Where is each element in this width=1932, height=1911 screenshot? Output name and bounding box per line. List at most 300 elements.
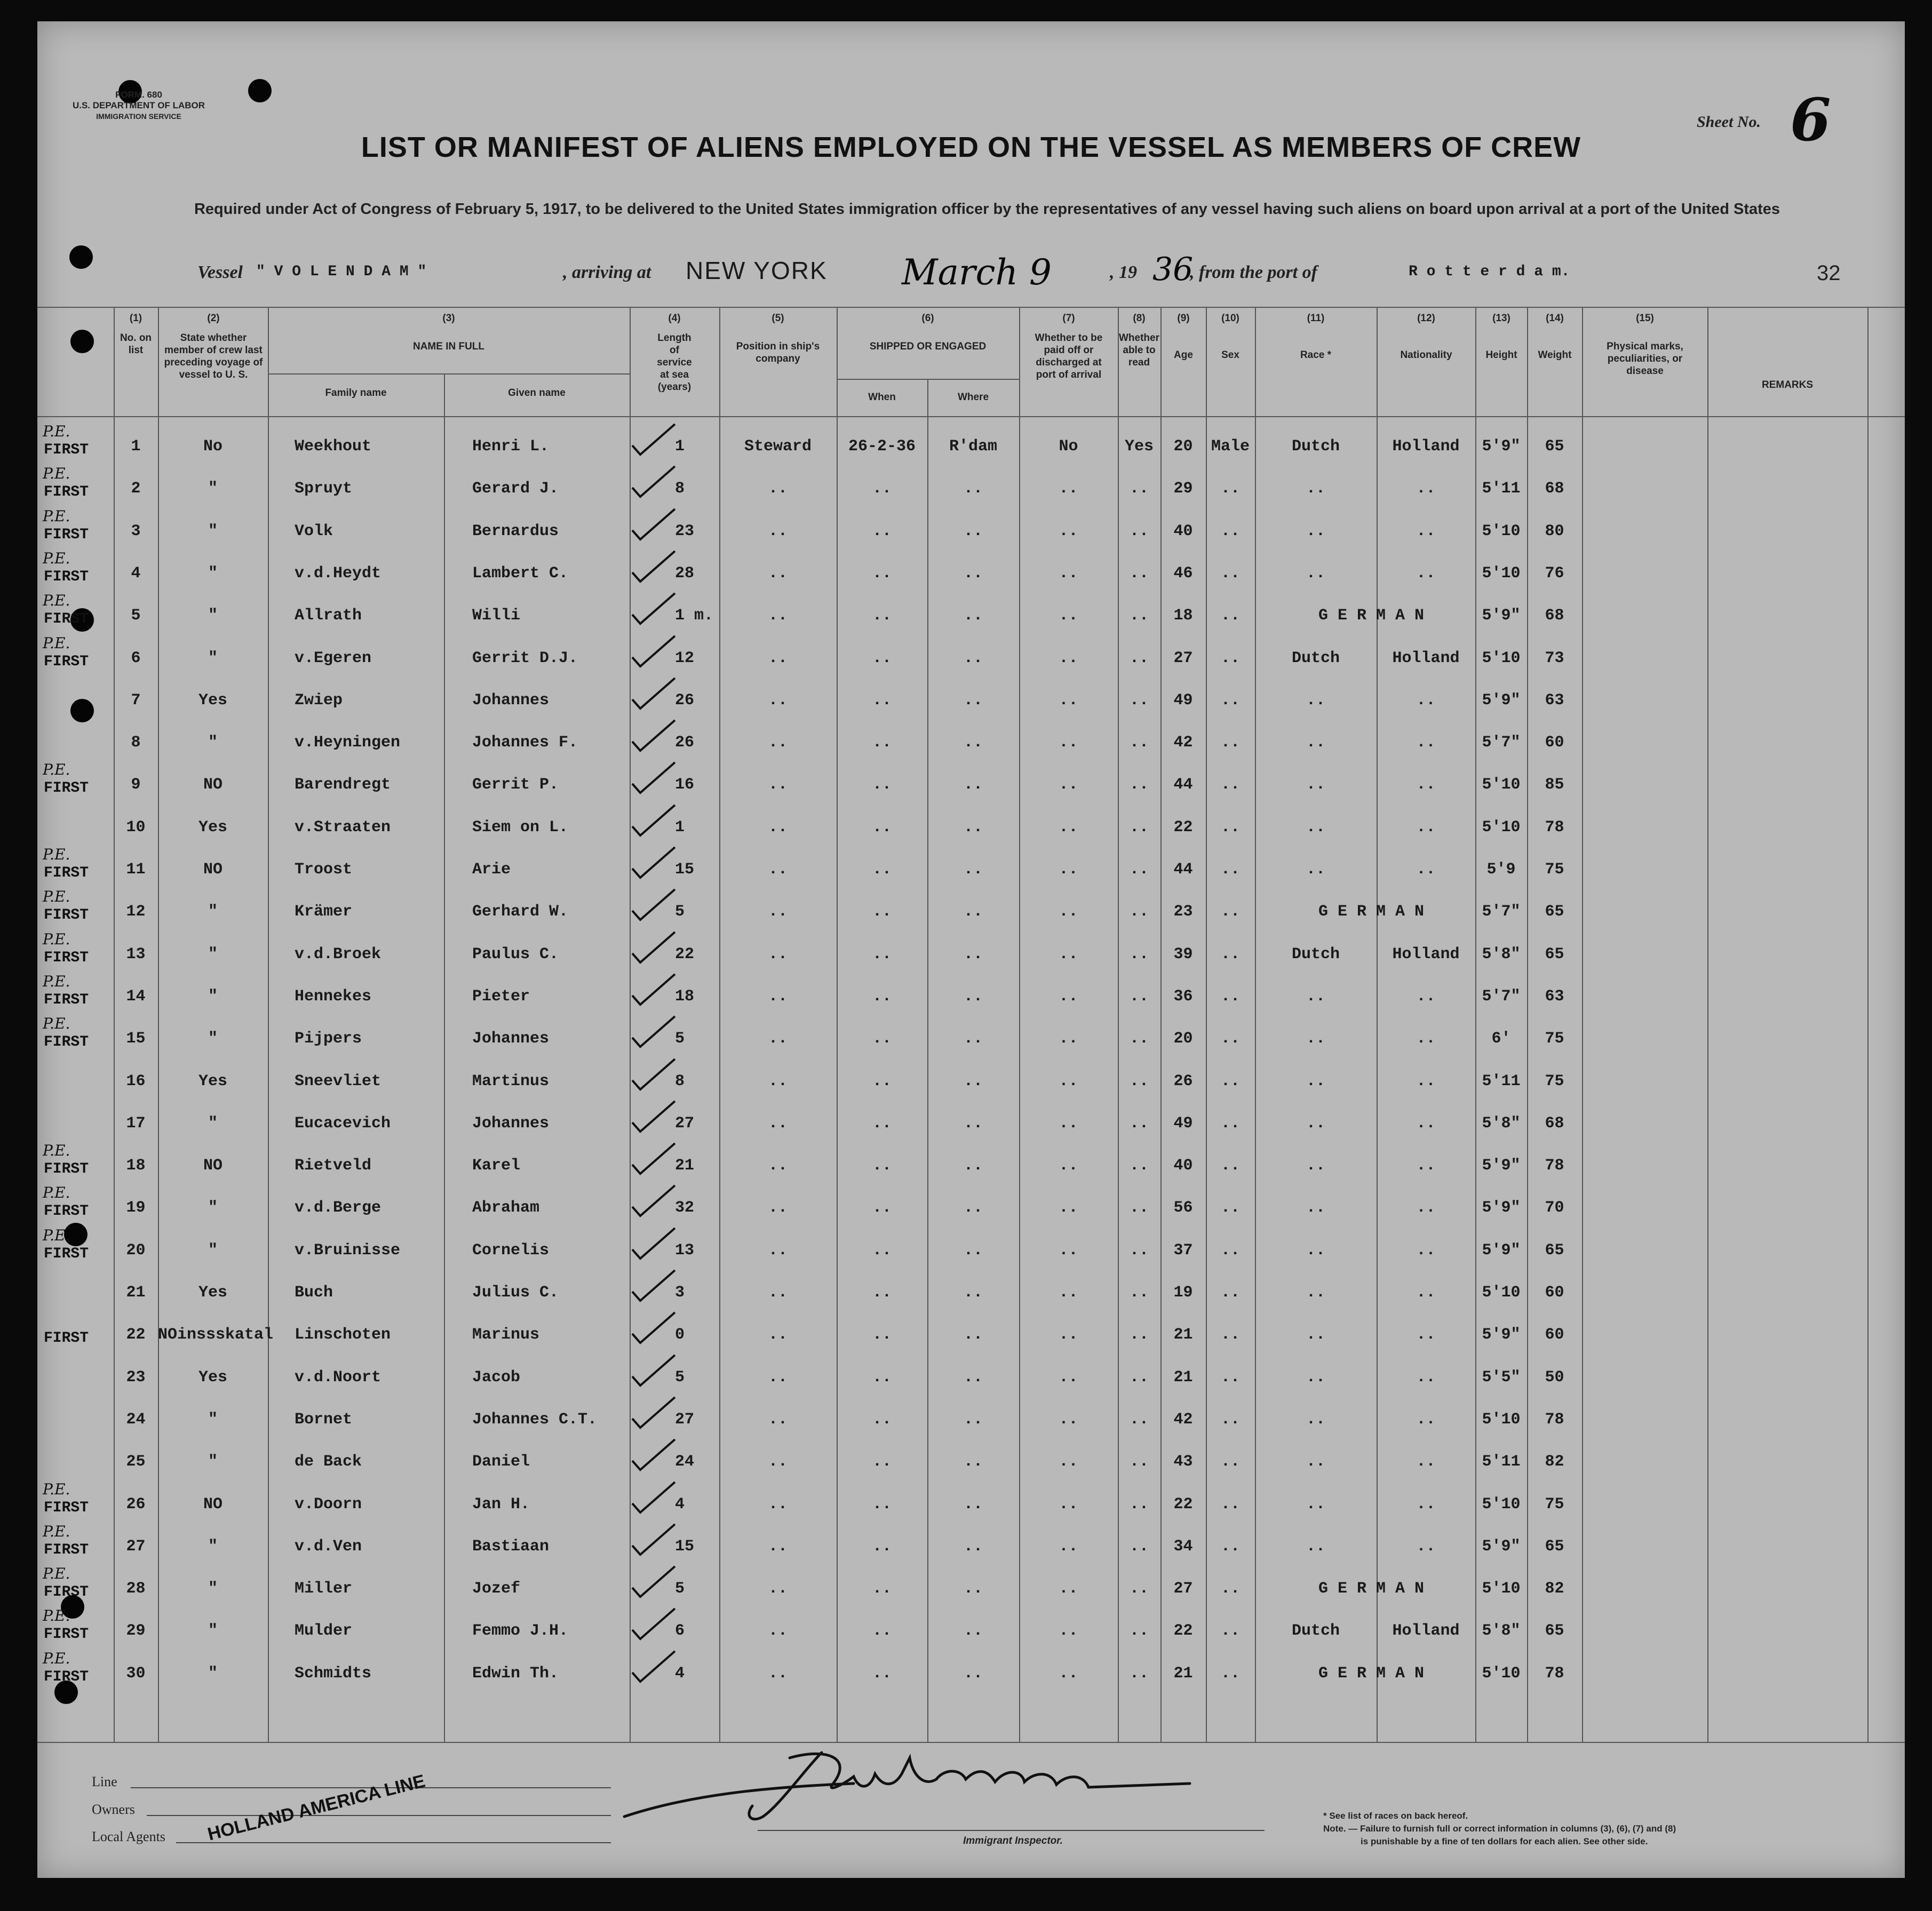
height: 5'7": [1482, 903, 1521, 921]
height: 5'11: [1482, 1072, 1521, 1090]
row-number: 3: [131, 522, 141, 540]
weight: 70: [1545, 1199, 1564, 1217]
sea-service: 5: [675, 903, 685, 921]
age: 56: [1173, 1199, 1193, 1217]
able-to-read: ..: [1129, 522, 1149, 540]
nationality: Holland: [1392, 437, 1460, 456]
age: 42: [1173, 1410, 1193, 1429]
row-number: 21: [126, 1284, 146, 1302]
family-name: Schmidts: [295, 1664, 372, 1683]
family-name: Spruyt: [295, 480, 353, 498]
remarks-header: REMARKS: [1761, 379, 1814, 391]
previous-voyage: ": [208, 1114, 218, 1133]
family-name: Allrath: [295, 607, 362, 625]
previous-voyage: ": [208, 734, 218, 752]
given-name: Johannes F.: [472, 734, 578, 752]
table-row: [37, 592, 1905, 643]
row-number: 11: [126, 861, 146, 879]
table-top-rule: [37, 307, 1905, 308]
col-label: State whether member of crew last preceding voyage of vessel to U. S.: [164, 332, 263, 380]
nationality: ..: [1416, 776, 1436, 794]
engaged-when: ..: [872, 776, 892, 794]
pe-note: P.E.: [43, 761, 70, 779]
sex: ..: [1220, 649, 1240, 667]
first-label: FIRST: [44, 1034, 89, 1051]
engaged-when: ..: [872, 522, 892, 540]
able-to-read: ..: [1129, 1664, 1149, 1683]
previous-voyage: ": [208, 1199, 218, 1217]
family-name: Barendregt: [295, 776, 391, 794]
ship-position: ..: [768, 522, 788, 540]
line-label: Line: [92, 1774, 117, 1789]
col8-header: [1119, 312, 1159, 369]
engaged-where: ..: [963, 607, 983, 625]
age: 34: [1173, 1537, 1193, 1556]
sex: ..: [1220, 1453, 1240, 1471]
family-name: Sneevliet: [295, 1072, 381, 1090]
weight: 68: [1545, 607, 1564, 625]
previous-voyage: ": [208, 564, 218, 583]
name-subheader-rule: [268, 373, 630, 375]
pe-note: P.E.: [43, 549, 70, 567]
able-to-read: ..: [1129, 1368, 1149, 1387]
sea-service: 4: [675, 1664, 685, 1683]
paid-off: ..: [1059, 945, 1078, 964]
weight: 78: [1545, 1410, 1564, 1429]
ship-position: ..: [768, 1030, 788, 1048]
age: 26: [1173, 1072, 1193, 1090]
able-to-read: ..: [1129, 1114, 1149, 1133]
race: ..: [1306, 1368, 1325, 1387]
sea-service: 0: [675, 1326, 685, 1344]
engaged-where: ..: [963, 734, 983, 752]
pe-note: P.E.: [43, 1607, 70, 1625]
engaged-when: ..: [872, 1622, 892, 1641]
family-name: Linschoten: [295, 1326, 391, 1344]
col4-header: [631, 312, 718, 393]
col3-header: [268, 312, 630, 353]
race: ..: [1306, 1410, 1325, 1429]
col-number: (7): [1062, 313, 1075, 324]
family-name: Pijpers: [295, 1030, 362, 1048]
sea-service: 23: [675, 522, 695, 540]
page-title: LIST OR MANIFEST OF ALIENS EMPLOYED ON THE VESSEL AS MEMBERS OF CREW: [361, 131, 1581, 163]
first-label: FIRST: [44, 442, 89, 458]
age: 23: [1173, 903, 1193, 921]
weight: 82: [1545, 1453, 1564, 1471]
weight: 60: [1545, 1326, 1564, 1344]
engaged-when: ..: [872, 1284, 892, 1302]
arrival-date: March 9: [902, 252, 1052, 293]
inspector-label: Immigrant Inspector.: [963, 1835, 1063, 1846]
height: 5'7": [1482, 987, 1521, 1006]
age: 42: [1173, 734, 1193, 752]
engaged-where: ..: [963, 987, 983, 1006]
nationality: ..: [1416, 1030, 1436, 1048]
engaged-where: ..: [963, 1368, 983, 1387]
pe-note: P.E.: [43, 1522, 70, 1540]
previous-voyage: Yes: [198, 1072, 227, 1090]
engaged-where: R'dam: [949, 437, 997, 456]
age: 18: [1173, 607, 1193, 625]
given-name: Johannes C.T.: [472, 1410, 598, 1429]
table-row: [37, 1109, 1905, 1151]
age: 36: [1173, 987, 1193, 1006]
engaged-when: 26-2-36: [848, 437, 916, 456]
previous-voyage: ": [208, 1241, 218, 1260]
sex: ..: [1220, 945, 1240, 964]
nationality: Holland: [1392, 1622, 1460, 1641]
check-mark-icon: [630, 1014, 678, 1051]
col13-header: [1476, 312, 1526, 361]
ship-position: ..: [768, 1199, 788, 1217]
engaged-where: ..: [963, 1495, 983, 1514]
age: 49: [1173, 691, 1193, 710]
race: ..: [1306, 1199, 1325, 1217]
given-name: Willi: [472, 607, 521, 625]
table-row: [37, 728, 1905, 770]
table-row: [37, 930, 1905, 982]
row-number: 14: [126, 987, 146, 1006]
col-number: (11): [1307, 313, 1325, 324]
engaged-when: ..: [872, 1580, 892, 1598]
check-mark-icon: [630, 718, 678, 755]
engaged-when: ..: [872, 1114, 892, 1133]
weight: 65: [1545, 903, 1564, 921]
race: ..: [1306, 522, 1325, 540]
paid-off: ..: [1059, 1537, 1078, 1556]
check-mark-icon: [630, 1352, 678, 1390]
age: 29: [1173, 480, 1193, 498]
engaged-when: ..: [872, 987, 892, 1006]
age: 20: [1173, 1030, 1193, 1048]
age: 44: [1173, 861, 1193, 879]
row-number: 25: [126, 1453, 146, 1471]
engaged-when: ..: [872, 1410, 892, 1429]
nationality: Holland: [1392, 649, 1460, 667]
table-row: [37, 686, 1905, 728]
height: 5'11: [1482, 480, 1521, 498]
col-label: Nationality: [1400, 349, 1452, 361]
col-label: Whether to be paid off or discharged at port of arrival: [1035, 332, 1103, 380]
paid-off: ..: [1059, 1368, 1078, 1387]
table-row: [37, 1565, 1905, 1617]
col-label: NAME IN FULL: [412, 341, 485, 352]
paid-off: No: [1059, 437, 1078, 456]
engaged-where: ..: [963, 522, 983, 540]
weight: 68: [1545, 1114, 1564, 1133]
age: 49: [1173, 1114, 1193, 1133]
previous-voyage: ": [208, 1410, 218, 1429]
row-number: 8: [131, 734, 141, 752]
row-number: 9: [131, 776, 141, 794]
family-name: Krämer: [295, 903, 353, 921]
paid-off: ..: [1059, 903, 1078, 921]
family-name: Weekhout: [295, 437, 372, 456]
engaged-when: ..: [872, 1453, 892, 1471]
engaged-when: ..: [872, 1664, 892, 1683]
able-to-read: ..: [1129, 691, 1149, 710]
row-number: 18: [126, 1157, 146, 1175]
pe-note: P.E.: [43, 1480, 70, 1498]
row-number: 16: [126, 1072, 146, 1090]
arriving-label: , arriving at: [563, 262, 651, 282]
page-subtitle: Required under Act of Congress of February 5, 1917, to be delivered to the United States immigration officer by the representatives of any vessel having such aliens on board upon arrival at a port of the United States: [194, 201, 1780, 218]
height: 5'8": [1482, 1114, 1521, 1133]
check-mark-icon: [630, 1395, 678, 1432]
check-mark-icon: [630, 1183, 678, 1220]
check-mark-icon: [630, 1479, 678, 1517]
paid-off: ..: [1059, 734, 1078, 752]
height: 5'10: [1482, 1664, 1521, 1683]
family-name: Troost: [295, 861, 353, 879]
height: 5'9": [1482, 691, 1521, 710]
col6-header: [837, 312, 1019, 353]
check-mark-icon: [630, 1310, 678, 1347]
col-label: Whether able to read: [1119, 332, 1159, 368]
check-mark-icon: [630, 591, 678, 628]
age: 46: [1173, 564, 1193, 583]
row-number: 19: [126, 1199, 146, 1217]
age: 44: [1173, 776, 1193, 794]
paid-off: ..: [1059, 861, 1078, 879]
race: G E R M A N: [1318, 607, 1425, 625]
nationality: Holland: [1392, 945, 1460, 964]
ship-position: ..: [768, 818, 788, 837]
vessel-label: Vessel: [197, 262, 243, 282]
family-name: v.d.Berge: [295, 1199, 381, 1217]
pe-note: P.E.: [43, 1142, 70, 1160]
age: 22: [1173, 1495, 1193, 1514]
given-name: Jan H.: [472, 1495, 530, 1514]
check-mark-icon: [630, 1606, 678, 1643]
engaged-where: ..: [963, 1537, 983, 1556]
weight: 65: [1545, 437, 1564, 456]
race: ..: [1306, 1284, 1325, 1302]
row-number: 10: [126, 818, 146, 837]
family-name: Mulder: [295, 1622, 353, 1641]
row-number: 27: [126, 1537, 146, 1556]
able-to-read: ..: [1129, 818, 1149, 837]
sex: ..: [1220, 734, 1240, 752]
col15-header: [1583, 312, 1707, 377]
sex: ..: [1220, 903, 1240, 921]
nationality: ..: [1416, 987, 1436, 1006]
previous-voyage: No: [203, 437, 222, 456]
ship-position: ..: [768, 649, 788, 667]
table-row: [37, 1278, 1905, 1320]
col12-header: [1378, 312, 1475, 361]
sex: ..: [1220, 861, 1240, 879]
penalty-note-1: Note. — Failure to furnish full or correct information in columns (3), (6), (7) and (8): [1323, 1824, 1676, 1834]
race: ..: [1306, 1072, 1325, 1090]
age: 21: [1173, 1326, 1193, 1344]
able-to-read: ..: [1129, 945, 1149, 964]
given-name: Pieter: [472, 987, 530, 1006]
pe-note: P.E.: [43, 423, 70, 440]
check-mark-icon: [630, 1268, 678, 1305]
agents-field-rule: [176, 1842, 611, 1843]
engaged-when: ..: [872, 903, 892, 921]
form-number: FORM. 680: [115, 90, 162, 100]
from-port: R o t t e r d a m.: [1409, 264, 1570, 280]
first-label: FIRST: [44, 907, 89, 924]
ship-position: ..: [768, 1580, 788, 1598]
nationality: ..: [1416, 1157, 1436, 1175]
age: 22: [1173, 1622, 1193, 1641]
sea-service: 26: [675, 691, 695, 710]
first-label: FIRST: [44, 865, 89, 881]
pe-note: P.E.: [43, 1226, 70, 1244]
sea-service: 8: [675, 1072, 685, 1090]
given-name: Abraham: [472, 1199, 540, 1217]
col9-header: [1162, 312, 1205, 361]
first-label: FIRST: [44, 484, 89, 501]
sea-service: 32: [675, 1199, 695, 1217]
given-name: Johannes: [472, 1114, 550, 1133]
check-mark-icon: [630, 675, 678, 713]
ship-position: ..: [768, 903, 788, 921]
col-label: No. on list: [120, 332, 152, 356]
col10-header: [1207, 312, 1254, 361]
engaged-where: ..: [963, 649, 983, 667]
weight: 78: [1545, 818, 1564, 837]
nationality: ..: [1416, 1072, 1436, 1090]
nationality: ..: [1416, 1241, 1436, 1260]
family-name: v.d.Broek: [295, 945, 381, 964]
able-to-read: ..: [1129, 1580, 1149, 1598]
paid-off: ..: [1059, 1495, 1078, 1514]
paid-off: ..: [1059, 1326, 1078, 1344]
row-number: 15: [126, 1030, 146, 1048]
given-name: Gerrit D.J.: [472, 649, 578, 667]
paid-off: ..: [1059, 818, 1078, 837]
weight: 65: [1545, 1622, 1564, 1641]
ship-position: ..: [768, 734, 788, 752]
check-mark-icon: [630, 1056, 678, 1094]
engaged-where: ..: [963, 564, 983, 583]
year-label: , 19: [1110, 262, 1137, 282]
given-name: Lambert C.: [472, 564, 569, 583]
family-name: v.Heyningen: [295, 734, 401, 752]
age: 27: [1173, 1580, 1193, 1598]
table-row: [37, 1480, 1905, 1532]
check-mark-icon: [630, 1649, 678, 1686]
pe-note: P.E.: [43, 507, 70, 525]
ship-position: ..: [768, 480, 788, 498]
pe-note: P.E.: [43, 930, 70, 948]
engaged-when: ..: [872, 1072, 892, 1090]
sea-service: 27: [675, 1410, 695, 1429]
col-label: Position in ship's company: [736, 341, 820, 364]
race: ..: [1306, 818, 1325, 837]
col-number: (9): [1177, 313, 1190, 324]
able-to-read: ..: [1129, 1622, 1149, 1641]
first-label: FIRST: [44, 949, 89, 966]
pe-note: P.E.: [43, 1184, 70, 1202]
height: 5'10: [1482, 649, 1521, 667]
height: 5'9": [1482, 437, 1521, 456]
footnote: [1323, 1810, 1899, 1848]
pe-note: P.E.: [43, 846, 70, 863]
first-label: FIRST: [44, 1330, 89, 1347]
sea-service: 15: [675, 861, 695, 879]
sex: ..: [1220, 776, 1240, 794]
when-header: When: [868, 392, 896, 403]
sea-service: 27: [675, 1114, 695, 1133]
engaged-where: ..: [963, 691, 983, 710]
given-name: Cornelis: [472, 1241, 550, 1260]
race: Dutch: [1291, 945, 1340, 964]
paid-off: ..: [1059, 1030, 1078, 1048]
able-to-read: ..: [1129, 1410, 1149, 1429]
table-row: [37, 1649, 1905, 1701]
col-label: Sex: [1221, 349, 1239, 361]
given-name: Siem on L.: [472, 818, 569, 837]
table-row: [37, 761, 1905, 813]
engaged-where: ..: [963, 1326, 983, 1344]
col-number: (10): [1221, 313, 1239, 324]
row-number: 24: [126, 1410, 146, 1429]
given-name: Martinus: [472, 1072, 550, 1090]
ship-position: ..: [768, 1284, 788, 1302]
engaged-when: ..: [872, 818, 892, 837]
weight: 50: [1545, 1368, 1564, 1387]
height: 5'10: [1482, 522, 1521, 540]
row-number: 12: [126, 903, 146, 921]
weight: 85: [1545, 776, 1564, 794]
weight: 68: [1545, 480, 1564, 498]
family-name-header: Family name: [325, 387, 387, 399]
first-label: FIRST: [44, 1584, 89, 1601]
given-name: Daniel: [472, 1453, 530, 1471]
engaged-where: ..: [963, 1622, 983, 1641]
sea-service: 28: [675, 564, 695, 583]
engaged-when: ..: [872, 1368, 892, 1387]
sea-service: 1: [675, 437, 685, 456]
crew-table: [37, 307, 1905, 1742]
sea-service: 26: [675, 734, 695, 752]
ship-position: ..: [768, 1495, 788, 1514]
row-number: 7: [131, 691, 141, 710]
family-name: v.d.Ven: [295, 1537, 362, 1556]
engaged-when: ..: [872, 945, 892, 964]
able-to-read: ..: [1129, 564, 1149, 583]
engaged-where: ..: [963, 903, 983, 921]
weight: 76: [1545, 564, 1564, 583]
sex: ..: [1220, 1368, 1240, 1387]
col-number: (2): [207, 313, 220, 324]
check-mark-icon: [630, 1437, 678, 1474]
col-number: (15): [1636, 313, 1654, 324]
sex: ..: [1220, 1326, 1240, 1344]
pe-note: P.E.: [43, 972, 70, 990]
service-name: IMMIGRATION SERVICE: [96, 112, 181, 121]
first-label: FIRST: [44, 1161, 89, 1178]
table-row: [37, 423, 1905, 474]
height: 5'9": [1482, 1199, 1521, 1217]
engaged-where: ..: [963, 1410, 983, 1429]
sheet-label: Sheet No.: [1697, 113, 1761, 131]
given-name: Johannes: [472, 691, 550, 710]
weight: 75: [1545, 1072, 1564, 1090]
sex: ..: [1220, 1114, 1240, 1133]
height: 5'9": [1482, 1241, 1521, 1260]
nationality: ..: [1416, 1495, 1436, 1514]
paid-off: ..: [1059, 607, 1078, 625]
given-name: Julius C.: [472, 1284, 559, 1302]
able-to-read: ..: [1129, 987, 1149, 1006]
